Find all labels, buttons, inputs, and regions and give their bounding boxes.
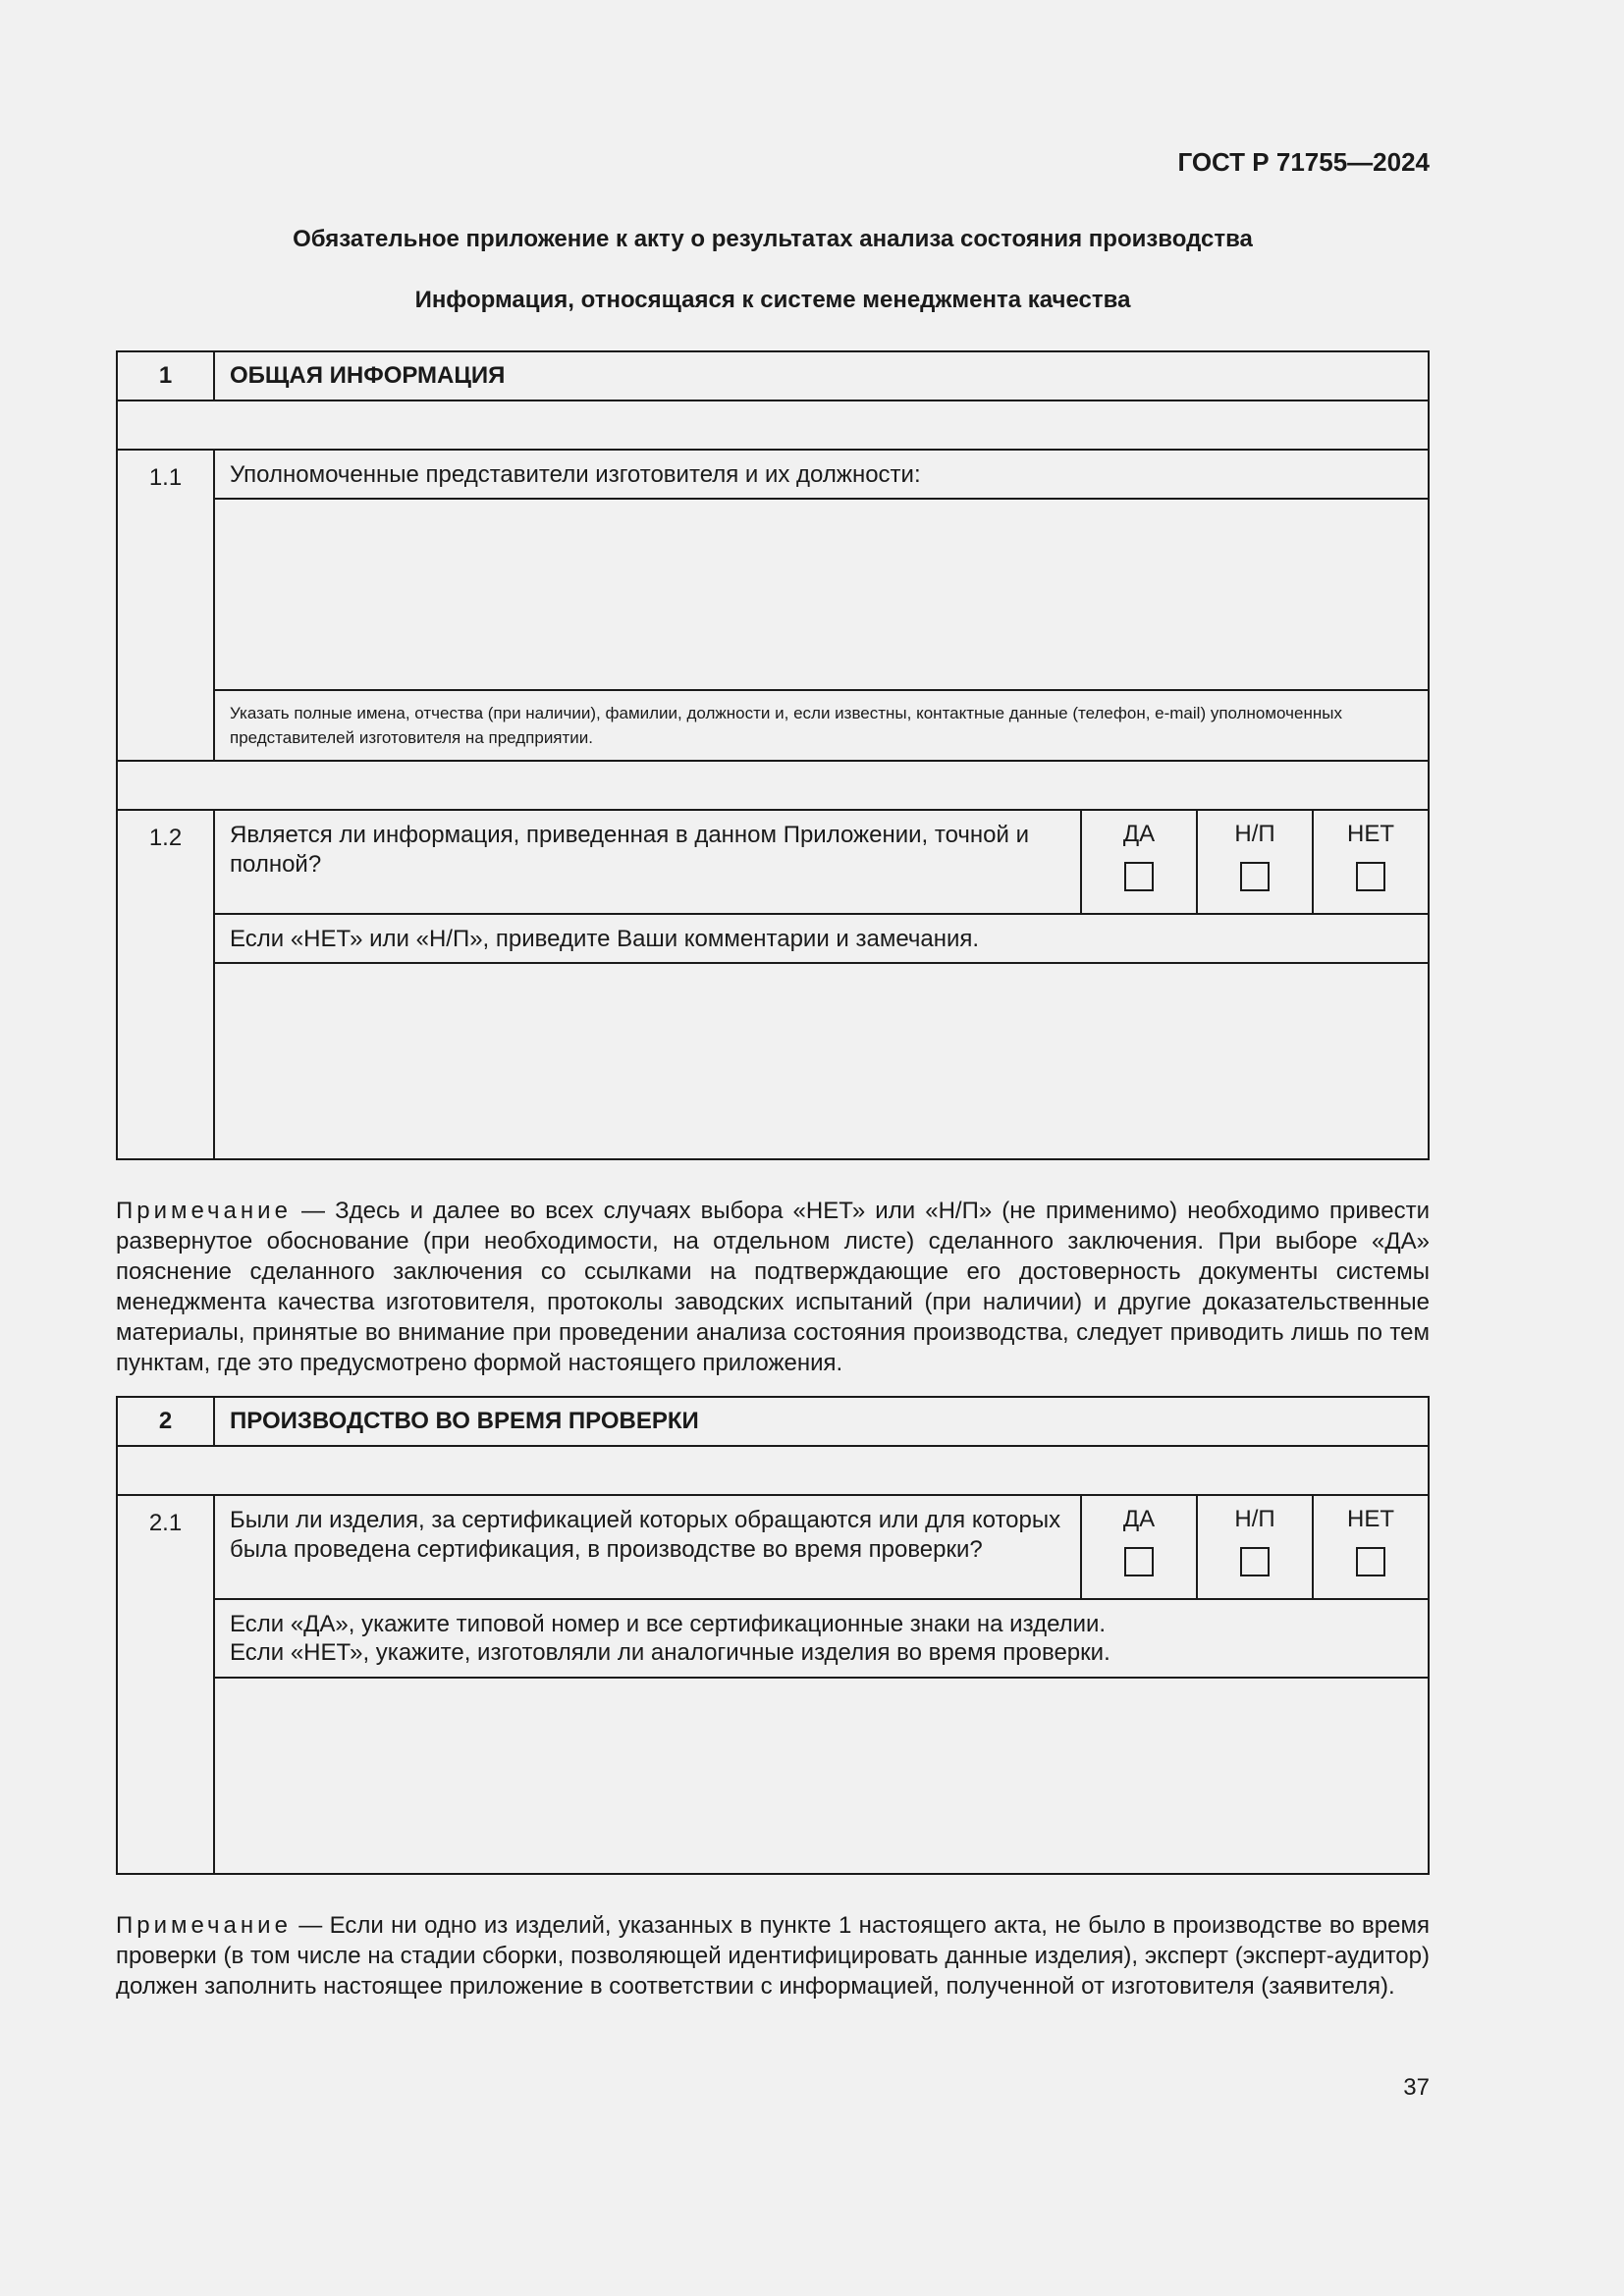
followup-text: Если «НЕТ» или «Н/П», приведите Ваши комментарии и замечания. — [215, 915, 1428, 964]
checkbox-no[interactable] — [1356, 862, 1385, 891]
item-2-1-row — [118, 1496, 1428, 1873]
appendix-title: Обязательное приложение к акту о результатах анализа состояния производства — [293, 226, 1253, 252]
spacer-row — [118, 401, 1428, 451]
note-label: Примечание — [116, 1912, 292, 1939]
page-number: 37 — [1403, 2074, 1430, 2101]
option-no — [1312, 1496, 1428, 1598]
section-1-table — [116, 350, 1430, 1160]
section-2-header-row — [118, 1398, 1428, 1447]
option-no-label: НЕТ — [1347, 1506, 1394, 1532]
checkbox-na[interactable] — [1240, 1547, 1270, 1576]
checkbox-yes[interactable] — [1124, 1547, 1154, 1576]
option-na-label: Н/П — [1234, 821, 1275, 847]
option-no — [1312, 811, 1428, 913]
item-1-2-row — [118, 811, 1428, 1158]
item-number: 1.2 — [118, 811, 215, 1158]
answer-field[interactable] — [215, 500, 1428, 691]
option-na-label: Н/П — [1234, 1506, 1275, 1532]
appendix-subtitle: Информация, относящаяся к системе менеджмента качества — [414, 287, 1131, 313]
note-2 — [116, 1910, 1430, 2002]
note-label: Примечание — [116, 1198, 292, 1224]
standard-designation: ГОСТ Р 71755—2024 — [1177, 147, 1430, 177]
item-question: Уполномоченные представители изготовителя и их должности: — [215, 451, 1428, 500]
checkbox-na[interactable] — [1240, 862, 1270, 891]
followup-line-2: Если «НЕТ», укажите, изготовляли ли аналогичные изделия во время проверки. — [230, 1639, 1110, 1666]
option-yes — [1080, 811, 1196, 913]
item-hint: Указать полные имена, отчества (при наличии), фамилии, должности и, если известны, контактные данные (телефон, e-mail) уполномоченных представителей изготовителя на предприятии. — [230, 704, 1342, 747]
note-text: — Если ни одно из изделий, указанных в пункте 1 настоящего акта, не было в производстве во время проверки (в том числе на стадии сборки, позволяющей идентифицировать данные изделия), эксперт (эксперт-аудитор) должен заполнить настоящее приложение в соответствии с информацией, полученной от изготовителя (заявителя). — [116, 1912, 1430, 2000]
option-na — [1196, 811, 1312, 913]
note-1 — [116, 1196, 1430, 1378]
option-yes-label: ДА — [1122, 1506, 1156, 1532]
checkbox-yes[interactable] — [1124, 862, 1154, 891]
spacer-row — [118, 1447, 1428, 1496]
option-na — [1196, 1496, 1312, 1598]
section-title: ПРОИЗВОДСТВО ВО ВРЕМЯ ПРОВЕРКИ — [230, 1408, 699, 1434]
followup-line-1: Если «ДА», укажите типовой номер и все сертификационные знаки на изделии. — [230, 1611, 1107, 1637]
option-yes — [1080, 1496, 1196, 1598]
question-row — [215, 1496, 1428, 1600]
option-no-label: НЕТ — [1347, 821, 1394, 847]
question-row — [215, 811, 1428, 915]
spacer-row — [118, 762, 1428, 811]
item-number: 2.1 — [118, 1496, 215, 1873]
item-question: Были ли изделия, за сертификацией которых обращаются или для которых была проведена сертификация, в производстве во время проверки? — [230, 1507, 1061, 1563]
item-1-1-row — [118, 451, 1428, 762]
checkbox-no[interactable] — [1356, 1547, 1385, 1576]
section-title: ОБЩАЯ ИНФОРМАЦИЯ — [230, 362, 506, 389]
section-number: 1 — [118, 352, 215, 400]
section-number: 2 — [118, 1398, 215, 1445]
option-yes-label: ДА — [1122, 821, 1156, 847]
note-text: — Здесь и далее во всех случаях выбора «НЕТ» или «Н/П» (не применимо) необходимо привести развернутое обоснование (при необходимости, на отдельном листе) сделанного заключения. При выборе «ДА» пояснение сделанного заключения со ссылками на подтверждающие его достоверность документы системы менеджмента качества изготовителя, протоколы заводских испытаний (при наличии) и другие доказательственные материалы, принятые во внимание при проведении анализа состояния производства, следует приводить лишь по тем пунктам, где это предусмотрено формой настоящего приложения. — [116, 1198, 1430, 1376]
followup-text — [215, 1600, 1428, 1679]
section-1-header-row — [118, 352, 1428, 401]
item-number: 1.1 — [118, 451, 215, 760]
comments-field[interactable] — [215, 964, 1428, 1158]
section-2-table — [116, 1396, 1430, 1875]
comments-field[interactable] — [215, 1679, 1428, 1873]
item-question: Является ли информация, приведенная в данном Приложении, точной и полной? — [230, 822, 1029, 878]
